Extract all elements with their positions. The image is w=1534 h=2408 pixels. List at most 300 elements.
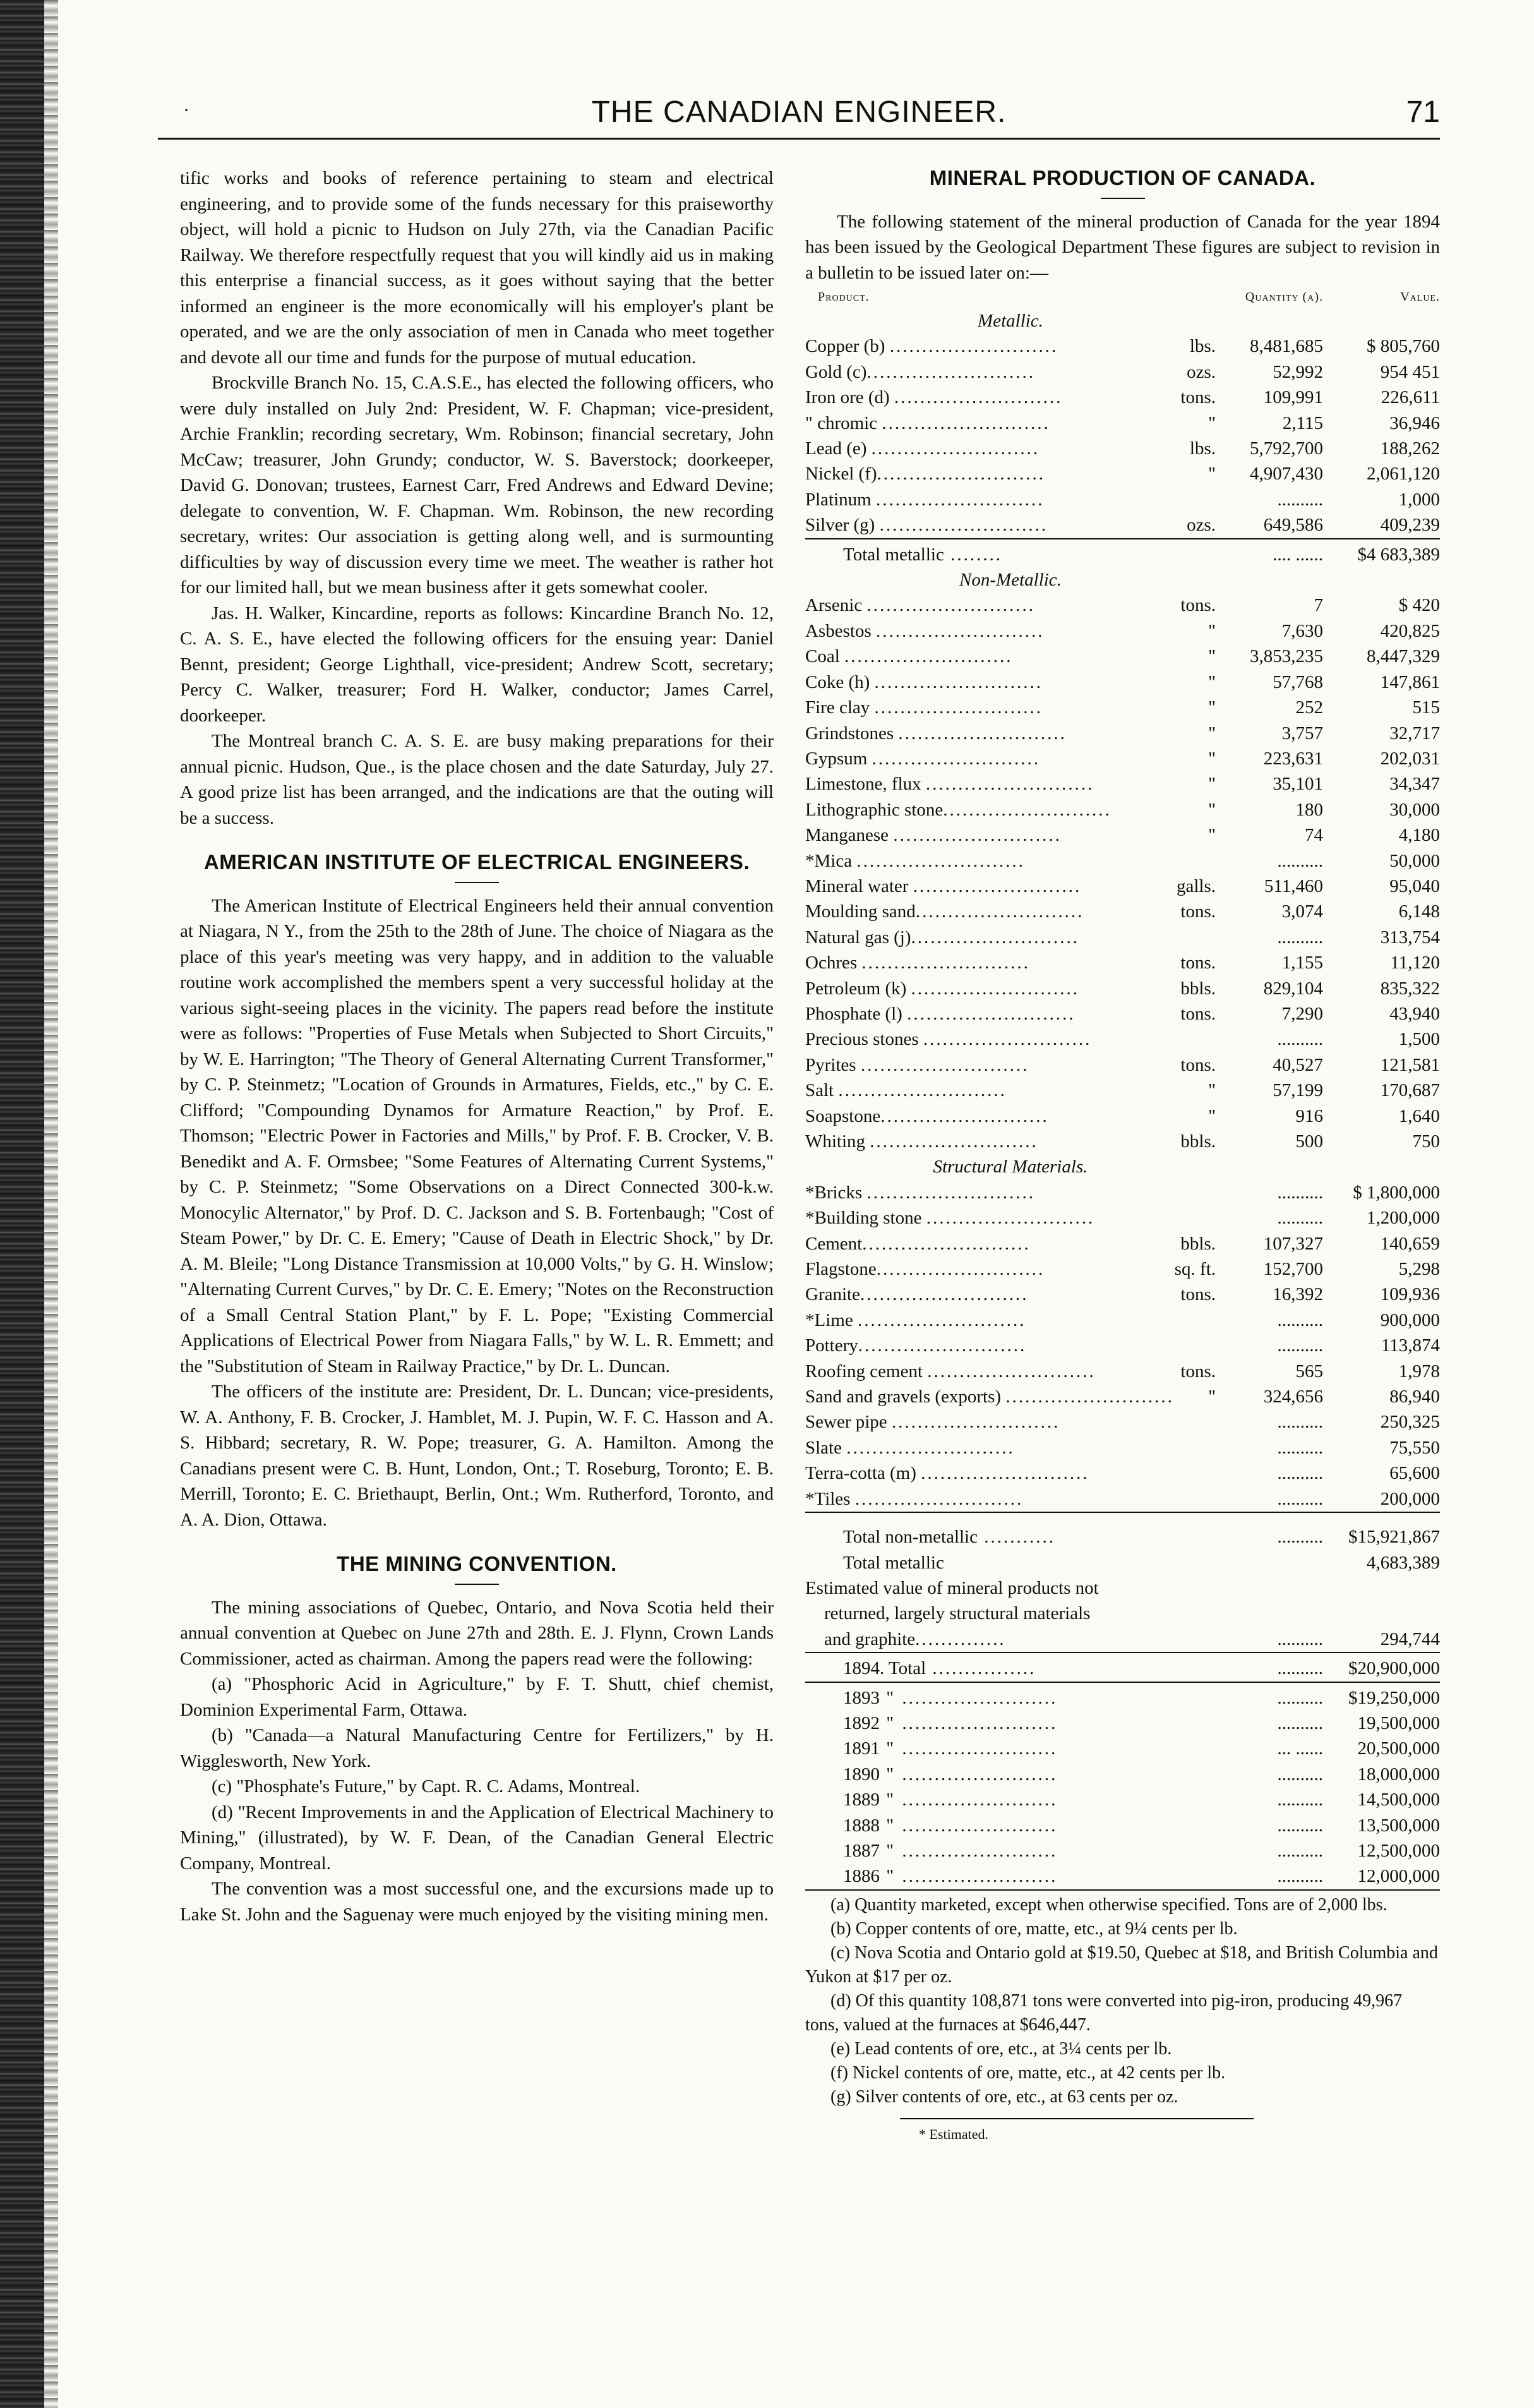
table-row: tons. Phosphate (l) .......................... 7,290 43,940 — [805, 1001, 1440, 1026]
year-value: 12,000,000 — [1357, 1866, 1440, 1887]
value-cell: 30,000 — [1389, 799, 1440, 820]
table-row: tons. Ochres .......................... 1,155 11,120 — [805, 950, 1440, 975]
product-unit: tons. — [1178, 385, 1216, 410]
note-f: (f) Nickel contents of ore, matte, etc., at 42 cents per lb. — [830, 2062, 1226, 2083]
product-name: Phosphate (l) — [805, 1003, 908, 1024]
year-value: 13,500,000 — [1357, 1815, 1440, 1836]
product-unit: tons. — [1178, 1052, 1216, 1078]
table-row: Natural gas (j).......................... .......... 313,754 — [805, 925, 1440, 950]
mining-paper-item: (c) "Phosphate's Future," by Capt. R. C. Adams, Montreal. — [212, 1776, 640, 1797]
product-unit: lbs. — [1187, 334, 1216, 359]
total-metallic-label: Total metallic — [843, 544, 944, 565]
footnote-estimated: * Estimated. — [919, 2126, 988, 2142]
value-cell: 121,581 — [1380, 1054, 1440, 1075]
product-name: *Mica — [805, 850, 857, 871]
total-nonmetallic-label: Total non-metallic — [843, 1527, 978, 1548]
mining-paper-item: (a) "Phosphoric Acid in Agriculture," by F. T. Shutt, chief chemist, Dominion Experimental Farm, Ottawa. — [180, 1674, 774, 1720]
quantity-cell: 324,656 — [1263, 1387, 1323, 1407]
product-name: Manganese — [805, 825, 894, 846]
value-cell: 95,040 — [1389, 876, 1440, 896]
quantity-cell: .......... — [1277, 1412, 1323, 1433]
product-name: Mineral water — [805, 876, 913, 896]
table-row: sq. ft. Flagstone.......................... 152,700 5,298 — [805, 1256, 1440, 1282]
quantity-cell: .......... — [1277, 1335, 1323, 1356]
product-unit: tons. — [1178, 1359, 1216, 1384]
product-unit: " — [1206, 1078, 1216, 1103]
value-cell: 11,120 — [1390, 953, 1440, 973]
quantity-cell: .......... — [1277, 1437, 1323, 1458]
product-name: Whiting — [805, 1131, 870, 1152]
quantity-cell: .......... — [1277, 1029, 1323, 1050]
product-name: *Lime — [805, 1309, 858, 1330]
year-qty: .......... — [1277, 1866, 1323, 1887]
product-name: Lead (e) — [805, 438, 872, 459]
category-row — [805, 308, 1440, 334]
table-row: " Salt .......................... 57,199 170,687 — [805, 1078, 1440, 1103]
year-label: 1890 — [843, 1764, 880, 1785]
product-unit: tons. — [1178, 899, 1216, 924]
value-cell: 34,347 — [1389, 774, 1440, 795]
product-name: Soapstone — [805, 1105, 881, 1126]
product-name: Platinum — [805, 489, 876, 510]
product-unit: " — [1206, 1104, 1216, 1129]
col-quantity: Quantity (a). — [1245, 290, 1323, 304]
value-cell: 1,500 — [1398, 1029, 1440, 1050]
table-row: galls. Mineral water .......................... 511,460 95,040 — [805, 874, 1440, 899]
quantity-cell: 35,101 — [1273, 774, 1323, 795]
product-name: Silver (g) — [805, 515, 880, 536]
estimated-value: 294,744 — [1380, 1628, 1440, 1649]
product-unit: " — [1206, 670, 1216, 695]
quantity-cell: 109,991 — [1263, 387, 1323, 408]
table-row: Precious stones .......................... .......... 1,500 — [805, 1026, 1440, 1052]
note-c: (c) Nova Scotia and Ontario gold at $19.50, Quebec at $18, and British Columbia and Yukon at $17 per oz. — [805, 1942, 1438, 1987]
estimated-line: Estimated value of mineral products not — [805, 1577, 1099, 1598]
table-row: tons. Granite.......................... 16,392 109,936 — [805, 1282, 1440, 1307]
year-row: 1893 " ........................ .......... $19,250,000 — [805, 1685, 1440, 1711]
year-label: 1893 — [843, 1687, 880, 1708]
value-cell: 6,148 — [1398, 901, 1440, 922]
quantity-cell: 3,074 — [1281, 901, 1323, 922]
year-rows — [805, 1685, 1440, 1890]
value-cell: 188,262 — [1380, 438, 1440, 459]
table-row: lbs. Lead (e) .......................... 5,792,700 188,262 — [805, 436, 1440, 461]
structural-rows — [805, 1180, 1440, 1512]
product-name: Coke (h) — [805, 671, 875, 692]
value-cell: 4,180 — [1398, 825, 1440, 846]
total-nonmetallic-value: $15,921,867 — [1348, 1527, 1440, 1548]
year-label: 1886 — [843, 1866, 880, 1887]
year-row: 1892 " ........................ .......... 19,500,000 — [805, 1711, 1440, 1736]
product-name: Limestone, flux — [805, 774, 926, 795]
value-cell: 109,936 — [1380, 1284, 1440, 1305]
value-cell: 65,600 — [1389, 1463, 1440, 1484]
section-rule — [455, 882, 499, 883]
product-unit: tons. — [1178, 950, 1216, 975]
quantity-cell: 16,392 — [1273, 1284, 1323, 1305]
journal-title: THE CANADIAN ENGINEER. — [591, 95, 1007, 129]
year-qty: .......... — [1277, 1687, 1323, 1708]
value-cell: $ 1,800,000 — [1353, 1182, 1440, 1203]
value-cell: 1,000 — [1398, 489, 1440, 510]
table-row: tons. Roofing cement .......................... 565 1,978 — [805, 1359, 1440, 1384]
estimated-row-2 — [805, 1601, 1440, 1626]
product-unit: bbls. — [1178, 1129, 1216, 1154]
category-structural: Structural Materials. — [933, 1157, 1088, 1177]
category-nonmetallic: Non-Metallic. — [959, 570, 1062, 591]
note-d: (d) Of this quantity 108,871 tons were converted into pig-iron, producing 49,967 tons, valued at the furnaces at $646,447. — [805, 1990, 1403, 2035]
value-cell: 43,940 — [1389, 1003, 1440, 1024]
value-cell: 202,031 — [1380, 748, 1440, 769]
right-column — [805, 166, 1440, 2147]
metallic-rows — [805, 334, 1440, 538]
quantity-cell: 52,992 — [1273, 361, 1323, 382]
total-metallic-summary-row — [805, 1550, 1440, 1575]
value-cell: 147,861 — [1380, 671, 1440, 692]
mining-closing: The convention was a most successful one, and the excursions made up to Lake St. John and the Saguenay were much enjoyed by the visiting mining men. — [180, 1879, 774, 1925]
table-row: " Fire clay .......................... 252 515 — [805, 695, 1440, 720]
estimated-row-3: and graphite.............. .......... 294,744 — [805, 1627, 1440, 1652]
category-row — [805, 1154, 1440, 1179]
value-cell: 140,659 — [1380, 1233, 1440, 1254]
estimated-row-1 — [805, 1575, 1440, 1601]
table-row: tons. Moulding sand.......................... 3,074 6,148 — [805, 899, 1440, 924]
product-name: Grindstones — [805, 723, 899, 743]
quantity-cell: 57,199 — [1273, 1080, 1323, 1101]
nonmetallic-rows — [805, 593, 1440, 1154]
value-cell: 75,550 — [1389, 1437, 1440, 1458]
quantity-cell: 223,631 — [1263, 748, 1323, 769]
year-label: 1891 — [843, 1738, 880, 1759]
product-unit: lbs. — [1187, 436, 1216, 461]
value-cell: 515 — [1412, 697, 1440, 718]
aiee-paragraph: The American Institute of Electrical Engineers held their annual convention at Niagara, N Y., from the 25th to the 28th of June. The choice of Niagara as the place of this year's meeting was very happy, and in addition to the valuable routine work accomplished the members spent a very successful holiday at the various sight-seeing places in the vicinity. The papers read before the institute were as follows: "Properties of Fuse Metals when Subjected to Short Circuits," by W. E. Harrington; "The Theory of General Alternating Current Transformer," by C. P. Steinmetz; "Location of Grounds in Armatures, Fields, etc.," by C. E. Clifford; "Compounding Dynamos for Armature Reaction," by Prof. E. Thomson; "Electric Power in Factories and Mills," by Prof. F. B. Crocker, V. B. Benedikt and A. F. Ormsbee; "Some Features of Alternating Current Systems," by C. P. Steinmetz; "Some Observations on a Direct Connected 300-k.w. Monocylic Alternator," by Prof. D. C. Jackson and S. B. Fortenbaugh; "Cost of Steam Power," by Dr. C. E. Emery; "Cause of Death in Electric Shock," by Dr. A. M. Bleile; "Long Distance Transmission at 10,000 Volts," by G. H. Winslow; "Alternating Current Curves," by Dr. C. E. Emery; "Notes on the Reconstruction of a Small Central Station Plant," by F. L. Pope; "Existing Commercial Applications of Electrical Power from Niagara Falls," by W. L. R. Emmett; and the "Substitution of Steam in Railway Practice," by Dr. L. Duncan. — [180, 895, 774, 1376]
paragraph-kincardine: Jas. H. Walker, Kincardine, reports as follows: Kincardine Branch No. 12, C. A. S. E., have elected the following officers for the ensuing year: Daniel Bennt, president; George Lighthall, vice-president; Andrew Scott, secretary; Percy C. Walker, treasurer; Ford H. Walker, conductor; James Carrel, doorkeeper. — [180, 603, 774, 726]
year-value: 12,500,000 — [1357, 1840, 1440, 1861]
product-name: Salt — [805, 1080, 839, 1101]
quantity-cell: .......... — [1277, 850, 1323, 871]
header-dot: · — [183, 100, 189, 121]
value-cell: $ 805,760 — [1367, 336, 1440, 357]
product-unit: tons. — [1178, 1282, 1216, 1307]
table-row: " Coal .......................... 3,853,235 8,447,329 — [805, 644, 1440, 669]
year-qty: .......... — [1277, 1713, 1323, 1733]
book-binding-edge — [0, 0, 44, 2408]
quantity-cell: 74 — [1305, 825, 1323, 846]
total-nonmetallic-row: Total non-metallic ........... .......... $15,921,867 — [805, 1524, 1440, 1550]
value-cell: 409,239 — [1380, 515, 1440, 536]
value-cell: 1,640 — [1398, 1105, 1440, 1126]
table-header-row — [805, 286, 1440, 308]
product-unit: bbls. — [1178, 976, 1216, 1001]
quantity-cell: 500 — [1295, 1131, 1323, 1152]
page-number: 71 — [1406, 95, 1440, 129]
year-row: 1886 " ........................ .......... 12,000,000 — [805, 1863, 1440, 1889]
product-name: Petroleum (k) — [805, 978, 911, 999]
product-unit: " — [1206, 695, 1216, 720]
product-name: Flagstone — [805, 1259, 877, 1280]
product-name: Cement — [805, 1233, 863, 1254]
year-qty: .......... — [1277, 1840, 1323, 1861]
product-name: Fire clay — [805, 697, 875, 718]
value-cell: 1,200,000 — [1367, 1208, 1440, 1229]
table-row: Pottery.......................... .......... 113,874 — [805, 1333, 1440, 1358]
product-name: Moulding sand — [805, 901, 916, 922]
table-row: *Building stone .......................... .......... 1,200,000 — [805, 1205, 1440, 1231]
year-label: 1888 — [843, 1815, 880, 1836]
table-row: " Sand and gravels (exports) .......................... 324,656 86,940 — [805, 1384, 1440, 1409]
value-cell: 835,322 — [1380, 978, 1440, 999]
year-value: $19,250,000 — [1348, 1687, 1440, 1708]
table-row: *Mica .......................... .......... 50,000 — [805, 848, 1440, 874]
product-unit: ozs. — [1184, 512, 1216, 538]
total-1894-row: 1894. Total ................ .......... $20,900,000 — [805, 1656, 1440, 1682]
year-qty: .......... — [1277, 1764, 1323, 1785]
table-row: lbs. Copper (b) .......................... 8,481,685 $ 805,760 — [805, 334, 1440, 359]
product-unit: " — [1206, 1384, 1216, 1409]
product-name: Slate — [805, 1437, 847, 1458]
product-name: Nickel (f) — [805, 464, 877, 485]
table-row: " Gypsum .......................... 223,631 202,031 — [805, 746, 1440, 771]
year-label: 1889 — [843, 1790, 880, 1810]
value-cell: 900,000 — [1380, 1309, 1440, 1330]
note-b: (b) Copper contents of ore, matte, etc., at 9¼ cents per lb. — [830, 1918, 1238, 1939]
estimated-line: returned, largely structural materials — [824, 1603, 1091, 1624]
table-row: tons. Arsenic .......................... 7 $ 420 — [805, 593, 1440, 618]
mineral-heading: MINERAL PRODUCTION OF CANADA. — [929, 166, 1316, 190]
running-head — [158, 95, 1440, 133]
product-name: Sand and gravels (exports) — [805, 1387, 1006, 1407]
product-name: Lithographic stone — [805, 799, 944, 820]
product-name: Pottery — [805, 1335, 858, 1356]
year-label: 1887 — [843, 1840, 880, 1861]
table-row: ozs. Gold (c).......................... 52,992 954 451 — [805, 359, 1440, 385]
year-row: 1887 " ........................ .......... 12,500,000 — [805, 1838, 1440, 1863]
total-metallic-summary-qty — [1216, 1550, 1329, 1575]
quantity-cell: 7,290 — [1281, 1003, 1323, 1024]
total-metallic-qty: .... ...... — [1273, 544, 1323, 565]
category-row — [805, 567, 1440, 593]
product-name: *Bricks — [805, 1182, 867, 1203]
product-name: Arsenic — [805, 595, 867, 616]
product-name: Asbestos — [805, 620, 876, 641]
year-value: 18,000,000 — [1357, 1764, 1440, 1785]
product-name: Precious stones — [805, 1029, 923, 1050]
total-metallic-summary-label: Total metallic — [843, 1552, 944, 1573]
quantity-cell: 180 — [1295, 799, 1323, 820]
quantity-cell: 5,792,700 — [1250, 438, 1323, 459]
year-row: 1890 " ........................ .......... 18,000,000 — [805, 1762, 1440, 1787]
table-row: *Tiles .......................... .......... 200,000 — [805, 1486, 1440, 1512]
product-name: Natural gas (j) — [805, 927, 911, 948]
value-cell: 113,874 — [1381, 1335, 1440, 1356]
value-cell: 420,825 — [1380, 620, 1440, 641]
year-value: 14,500,000 — [1357, 1790, 1440, 1810]
aiee-officers-paragraph: The officers of the institute are: President, Dr. L. Duncan; vice-presidents, W. A. Anthony, F. B. Crocker, J. Hamblet, M. J. Pupin, W. F. C. Hasson and A. S. Hibbard; secretary, R. W. Pope; treasurer, G. A. Hamilton. Among the Canadians present were C. B. Hunt, London, Ont.; T. Roseburg, Toronto; E. B. Merrill, Toronto; E. C. Briethaupt, Berlin, Ont.; Wm. Rutherford, Toronto, and A. A. Dion, Ottawa. — [180, 1382, 774, 1530]
product-unit: " — [1206, 721, 1216, 746]
quantity-cell: 57,768 — [1273, 671, 1323, 692]
table-row: " Grindstones .......................... 3,757 32,717 — [805, 721, 1440, 746]
table-row: *Bricks .......................... .......... $ 1,800,000 — [805, 1180, 1440, 1205]
total-metallic-row: Total metallic ........ .... ...... $4 683,389 — [805, 542, 1440, 567]
mining-paper-item: (b) "Canada—a Natural Manufacturing Centre for Fertilizers," by H. Wigglesworth, New York. — [180, 1725, 774, 1771]
quantity-cell: 916 — [1295, 1105, 1323, 1126]
mineral-intro: The following statement of the mineral production of Canada for the year 1894 has been issued by the Geological Department These figures are subject to revision in a bulletin to be issued later on:— — [805, 211, 1440, 283]
year-qty: .......... — [1277, 1790, 1323, 1810]
left-column — [180, 166, 774, 1927]
year-qty: .......... — [1277, 1815, 1323, 1836]
year-label: 1892 — [843, 1713, 880, 1733]
year-qty: ... ...... — [1277, 1738, 1323, 1759]
mining-intro: The mining associations of Quebec, Ontario, and Nova Scotia held their annual convention at Quebec on June 27th and 28th. E. J. Flynn, Crown Lands Commissioner, acted as chairman. Among the papers read were the following: — [180, 1597, 774, 1669]
quantity-cell: .......... — [1277, 1309, 1323, 1330]
product-name: Terra-cotta (m) — [805, 1463, 921, 1484]
product-unit: " — [1206, 822, 1216, 848]
product-unit: " — [1206, 746, 1216, 771]
quantity-cell: .......... — [1277, 927, 1323, 948]
value-cell: 2,061,120 — [1367, 464, 1440, 485]
quantity-cell: 107,327 — [1263, 1233, 1323, 1254]
table-row: bbls. Cement.......................... 107,327 140,659 — [805, 1231, 1440, 1256]
note-a: (a) Quantity marketed, except when otherwise specified. Tons are of 2,000 lbs. — [830, 1894, 1387, 1915]
value-cell: 36,946 — [1389, 412, 1440, 433]
year-row: 1891 " ........................ ... ...... 20,500,000 — [805, 1736, 1440, 1761]
paragraph-continued: tific works and books of reference pertaining to steam and electrical engineering, and to provide some of the funds necessary for this praiseworthy object, will hold a picnic to Hudson on July 27th, via the Canadian Pacific Railway. We therefore respectfully request that you will kindly aid us in making this enterprise a financial success, as it goes without saying that the better informed an engineer is the more economically will his employer's plant be operated, and we are the only association of men in Canada who meet together and devote all our time and funds for the purpose of mutual education. — [180, 168, 774, 368]
product-unit: ozs. — [1184, 359, 1216, 385]
total-metallic-summary-value: 4,683,389 — [1367, 1552, 1440, 1573]
product-name: Roofing cement — [805, 1361, 928, 1382]
quantity-cell: 252 — [1295, 697, 1323, 718]
product-name: Iron ore (d) — [805, 387, 894, 408]
aiee-heading: AMERICAN INSTITUTE OF ELECTRICAL ENGINEERS. — [203, 850, 750, 874]
quantity-cell: 3,853,235 — [1250, 646, 1323, 667]
product-unit: galls. — [1174, 874, 1216, 899]
table-row: " Manganese .......................... 74 4,180 — [805, 822, 1440, 848]
product-unit: " — [1206, 644, 1216, 669]
value-cell: 200,000 — [1380, 1488, 1440, 1509]
value-cell: 954 451 — [1380, 361, 1440, 382]
product-name: Coal — [805, 646, 845, 667]
table-row: *Lime .......................... .......... 900,000 — [805, 1308, 1440, 1333]
year-value: 20,500,000 — [1357, 1738, 1440, 1759]
estimated-line: and graphite — [824, 1628, 916, 1649]
quantity-cell: 2,115 — [1282, 412, 1323, 433]
quantity-cell: .......... — [1277, 1208, 1323, 1229]
table-row: Platinum .......................... .......... 1,000 — [805, 487, 1440, 512]
table-row: " Limestone, flux .......................... 35,101 34,347 — [805, 771, 1440, 797]
value-cell: 170,687 — [1380, 1080, 1440, 1101]
table-row: Slate .......................... .......... 75,550 — [805, 1435, 1440, 1460]
value-cell: 50,000 — [1389, 850, 1440, 871]
quantity-cell: .......... — [1277, 1463, 1323, 1484]
value-cell: 250,325 — [1380, 1412, 1440, 1433]
col-product: Product. — [818, 290, 870, 304]
value-cell: 313,754 — [1380, 927, 1440, 948]
product-unit: tons. — [1178, 593, 1216, 618]
product-name: Granite — [805, 1284, 860, 1305]
quantity-cell: 565 — [1295, 1361, 1323, 1382]
value-cell: 226,611 — [1381, 387, 1440, 408]
value-cell: 1,978 — [1398, 1361, 1440, 1382]
product-unit: tons. — [1178, 1001, 1216, 1026]
quantity-cell: 1,155 — [1281, 953, 1323, 973]
product-unit: " — [1206, 771, 1216, 797]
section-rule — [455, 1584, 499, 1585]
quantity-cell: 40,527 — [1273, 1054, 1323, 1075]
quantity-cell: .......... — [1277, 1488, 1323, 1509]
product-name: " chromic — [805, 412, 882, 433]
product-unit: bbls. — [1178, 1231, 1216, 1256]
quantity-cell: 152,700 — [1263, 1259, 1323, 1280]
product-unit: sq. ft. — [1172, 1256, 1216, 1282]
total-metallic-value: $4 683,389 — [1357, 544, 1440, 565]
product-name: Copper (b) — [805, 336, 890, 357]
product-unit: " — [1206, 618, 1216, 644]
total-nonmetallic-qty: .......... — [1277, 1527, 1323, 1548]
product-name: *Building stone — [805, 1208, 926, 1229]
year-value: 19,500,000 — [1357, 1713, 1440, 1733]
header-rule — [158, 138, 1440, 140]
mining-heading: THE MINING CONVENTION. — [337, 1552, 617, 1575]
total-1894-label: 1894. Total — [843, 1658, 926, 1679]
table-row: Terra-cotta (m) .......................... .......... 65,600 — [805, 1460, 1440, 1486]
table-row: ozs. Silver (g) .......................... 649,586 409,239 — [805, 512, 1440, 538]
value-cell: 750 — [1412, 1131, 1440, 1152]
mineral-table — [805, 286, 1440, 1893]
table-row: " Lithographic stone.......................... 180 30,000 — [805, 797, 1440, 822]
table-row: bbls. Whiting .......................... 500 750 — [805, 1129, 1440, 1154]
quantity-cell: 4,907,430 — [1250, 464, 1323, 485]
year-row: 1889 " ........................ .......... 14,500,000 — [805, 1787, 1440, 1812]
product-name: *Tiles — [805, 1488, 855, 1509]
product-name: Gypsum — [805, 748, 872, 769]
value-cell: 5,298 — [1398, 1259, 1440, 1280]
table-row: tons. Pyrites .......................... 40,527 121,581 — [805, 1052, 1440, 1078]
quantity-cell: 829,104 — [1263, 978, 1323, 999]
product-unit: " — [1206, 461, 1216, 486]
note-g: (g) Silver contents of ore, etc., at 63 cents per oz. — [830, 2086, 1178, 2107]
quantity-cell: 7 — [1314, 595, 1323, 616]
value-cell: 86,940 — [1389, 1387, 1440, 1407]
quantity-cell: 7,630 — [1281, 620, 1323, 641]
table-row: " Nickel (f).......................... 4,907,430 2,061,120 — [805, 461, 1440, 486]
estimated-qty: .......... — [1277, 1628, 1323, 1649]
paragraph-montreal: The Montreal branch C. A. S. E. are busy making preparations for their annual picnic. Hudson, Que., is the place chosen and the date Saturday, July 27. A good prize list has been arranged, and the indications are that the outing will be a success. — [180, 731, 774, 828]
table-row: Sewer pipe .......................... .......... 250,325 — [805, 1409, 1440, 1435]
col-value: Value. — [1400, 290, 1440, 304]
product-name: Pyrites — [805, 1054, 861, 1075]
footnote-rule — [900, 2118, 1254, 2119]
value-cell: $ 420 — [1398, 595, 1440, 616]
year-row: 1888 " ........................ .......... 13,500,000 — [805, 1813, 1440, 1838]
product-unit: " — [1206, 411, 1216, 436]
table-row: " Coke (h) .......................... 57,768 147,861 — [805, 670, 1440, 695]
quantity-cell: 3,757 — [1281, 723, 1323, 743]
section-rule — [1101, 198, 1145, 199]
product-name: Ochres — [805, 953, 862, 973]
note-e: (e) Lead contents of ore, etc., at 3¼ cents per lb. — [830, 2038, 1172, 2059]
table-row: " Soapstone.......................... 916 1,640 — [805, 1104, 1440, 1129]
table-row: tons. Iron ore (d) .......................... 109,991 226,611 — [805, 385, 1440, 410]
product-name: Sewer pipe — [805, 1412, 892, 1433]
quantity-cell: .......... — [1277, 1182, 1323, 1203]
quantity-cell: 649,586 — [1263, 515, 1323, 536]
paragraph-brockville: Brockville Branch No. 15, C.A.S.E., has elected the following officers, who were duly installed on July 2nd: President, W. F. Chapman; vice-president, Archie Franklin; recording secretary, Wm. Robinson; financial secretary, John McCaw; treasurer, John Grundy; conductor, W. S. Baverstock; doorkeeper, David G. Donovan; trustees, Earnest Carr, Fred Andrews and Edward Devine; delegate to convention, W. F. Chapman. Wm. Robinson, the new recording secretary, writes: Our association is getting along well, and is surmounting difficulties by way of discussion every time we meet. The weather is rather hot for our limited hall, but we mean business after it gets somewhat cooler. — [180, 373, 774, 598]
total-1894-qty: .......... — [1277, 1658, 1323, 1679]
table-row: " " chromic .......................... 2,115 36,946 — [805, 411, 1440, 436]
table-row: bbls. Petroleum (k) .......................... 829,104 835,322 — [805, 976, 1440, 1001]
value-cell: 8,447,329 — [1367, 646, 1440, 667]
